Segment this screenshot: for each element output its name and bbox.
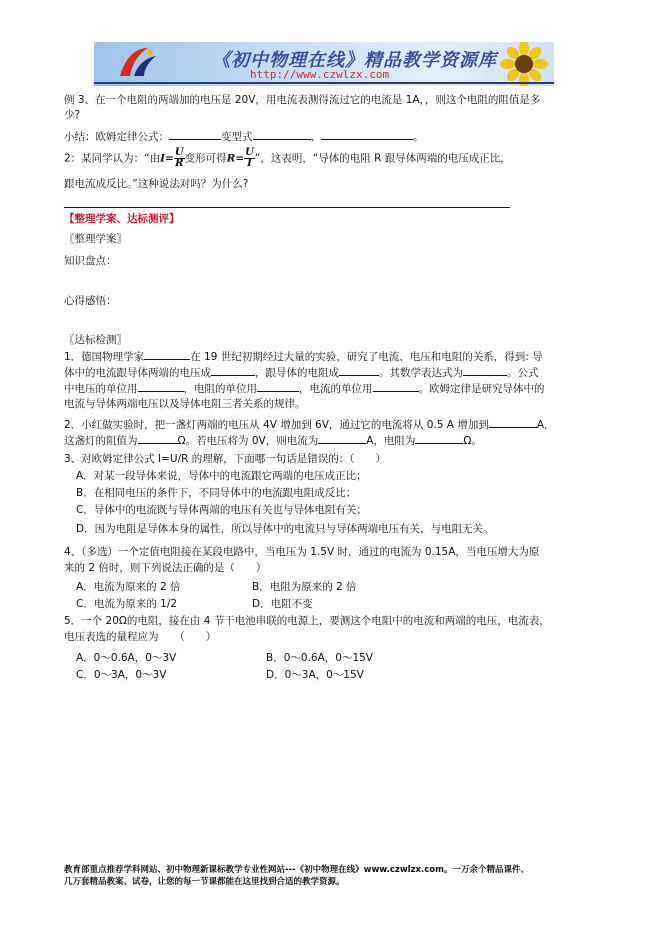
formula2-lhs: R [226, 152, 236, 165]
summary-sep: 、 [310, 131, 321, 143]
summary-label: 小结：欧姆定律公式： [64, 131, 169, 143]
test5-option-d[interactable]: D．0～3A，0～15V [266, 669, 364, 681]
test4-option-a[interactable]: A．电流为原来的 2 倍 [76, 581, 181, 593]
summary-end: 。 [413, 131, 424, 143]
resistance-unit-blank[interactable] [257, 380, 299, 392]
test1-text-h: ，电阻的单位用 [183, 383, 257, 395]
formula2-den: I [247, 158, 252, 169]
logo-icon [116, 44, 160, 80]
test4-stem-line2: 来的 2 倍时，则下列说法正确的是（ ） [64, 562, 267, 574]
test4-stem-line1: 4、（多选）一个定值电阻接在某段电路中，当电压为 1.5V 时，通过的电流为 0.15A，当电压增大为原 [64, 546, 540, 558]
test1-line2 [64, 364, 539, 381]
q2-line1 [64, 148, 511, 169]
formula1-num: U [174, 147, 184, 158]
header-banner [94, 42, 554, 86]
test2-line2 [64, 432, 482, 449]
current-blank[interactable] [489, 416, 537, 428]
current-unit-blank[interactable] [373, 380, 419, 392]
transform-blank-1[interactable] [253, 128, 311, 140]
summary-transform: 变型式 [221, 131, 253, 143]
test3-option-d[interactable]: D．因为电阻是导体本身的属性，所以导体中的电流只与导体两端电压有关，与电阻无关。 [76, 523, 494, 535]
formula2-num: U [245, 147, 254, 158]
test3-option-b[interactable]: B．在相同电压的条件下，不同导体中的电流跟电阻成反比； [76, 487, 357, 499]
test2-text-f: Ω。 [463, 435, 482, 447]
footer-line1: 教育部重点推荐学科网站、初中物理新课标教学专业性网站---《初中物理在线》www.czwlzx.com。一万余个精品课件、 [64, 865, 529, 875]
test4-option-d[interactable]: D．电阻不变 [252, 598, 313, 610]
subheading-study-plan: 〖整理学案〗 [64, 233, 127, 245]
zero-volt-current-blank[interactable] [318, 432, 366, 444]
feelings-label: 心得感悟： [64, 295, 117, 307]
q2-mid: 变形可得 [184, 152, 227, 165]
formula-blank[interactable] [169, 128, 221, 140]
test2-text-c: 这盏灯的阻值为 [64, 435, 138, 447]
test2-text-d: Ω。若电压将为 0V，则电流为 [177, 435, 319, 447]
test1-text-c: 体中的电流跟导体两端的电压成 [64, 367, 211, 379]
test1-line1 [64, 348, 543, 365]
test4-option-b[interactable]: B．电阻为原来的 2 倍 [252, 581, 357, 593]
test4-option-c[interactable]: C．电流为原来的 1/2 [76, 598, 178, 610]
subheading-test: 〖达标检测〗 [64, 334, 127, 346]
test5-option-c[interactable]: C．0～3A，0～3V [76, 669, 167, 681]
test1-line4: 电流与导体两端电压以及导体电阻三者关系的规律。 [64, 398, 306, 410]
footer [64, 864, 529, 888]
voltage-unit-blank[interactable] [138, 380, 184, 392]
test1-text-i: ，电流的单位用 [299, 383, 373, 395]
section-heading: 【整理学案、达标测评】 [64, 213, 180, 225]
physicist-blank[interactable] [144, 348, 190, 360]
inverse-blank[interactable] [339, 364, 379, 376]
sunflower-icon [494, 42, 554, 86]
formula1-den: R [175, 158, 184, 169]
test2-text-b: A， [536, 419, 555, 431]
test1-text-e: 。其数学表达式为 [379, 367, 463, 379]
test3-option-a[interactable]: A．对某一段导体来说，导体中的电流跟它两端的电压成正比； [76, 470, 367, 482]
example3-line1: 例 3、在一个电阻的两端加的电压是 20V，用电流表测得流过它的电流是 1A，，则这个电阻的阻值是多 [64, 94, 541, 106]
test1-text-g: 中电压的单位用 [64, 383, 138, 395]
q2-prefix: 2：某同学认为：“由 [64, 152, 161, 165]
resistance-blank[interactable] [138, 432, 178, 444]
formula1-lhs: I [160, 152, 166, 165]
test2-text-e: A，电阻为 [366, 435, 416, 447]
banner-rule [94, 82, 554, 84]
formula1-fraction [174, 148, 185, 169]
test1-text-d: ，跟导体的电阻成 [255, 367, 339, 379]
banner-url: http://www.czwlzx.com [250, 68, 390, 81]
test5-stem-line2: 电压表选的量程应为 （ ） [64, 631, 217, 643]
footer-line2: 几万套精品教案、试卷，让您的每一节课都能在这里找到合适的教学资源。 [64, 877, 345, 887]
test3-stem: 3、对欧姆定律公式 I=U/R 的理解，下面哪一句话是错误的：（ ） [64, 453, 387, 465]
test2-line1 [64, 416, 555, 433]
test1-text-j: 。欧姆定律是研究导体中的 [418, 383, 545, 395]
test5-stem-line1: 5．一个 20Ω的电阻，接在由 4 节干电池串联的电源上，要测这个电阻中的电流和两端的电压，电流表， [64, 615, 550, 627]
test5-option-a[interactable]: A．0～0.6A，0～3V [76, 652, 177, 664]
expression-blank[interactable] [463, 364, 507, 376]
zero-volt-resistance-blank[interactable] [415, 432, 463, 444]
formula2-eq: = [235, 152, 245, 165]
q2-line2: 跟电流成反比。”这种说法对吗？为什么? [64, 178, 249, 190]
formula2-fraction [244, 148, 255, 169]
example3-line2: 少? [64, 109, 81, 121]
test1-text-b: 在 19 世纪初期经过大量的实验，研究了电流、电压和电阻的关系，得到: 导 [190, 351, 543, 363]
formula1-eq: = [165, 152, 174, 165]
test1-text-a: 1．德国物理学家 [64, 351, 145, 363]
transform-blank-2[interactable] [321, 128, 413, 140]
knowledge-review-label: 知识盘点： [64, 255, 117, 267]
test3-option-c[interactable]: C．导体中的电流既与导体两端的电压有关也与导体电阻有关； [76, 504, 367, 516]
test1-line3 [64, 380, 545, 397]
banner-title: 《初中物理在线》精品教学资源库 [212, 50, 497, 71]
summary-line [64, 128, 424, 144]
section-divider [64, 207, 510, 208]
proportional-blank[interactable] [211, 364, 255, 376]
test5-option-b[interactable]: B．0～0.6A，0～15V [266, 652, 373, 664]
q2-suffix: ”，这表明，“导体的电阻 R 跟导体两端的电压成正比， [254, 152, 511, 165]
test2-text-a: 2．小红做实验时，把一盏灯两端的电压从 4V 增加到 6V，通过它的电流将从 0.5 A 增加到 [64, 419, 489, 431]
test1-text-f: 。公式 [507, 367, 539, 379]
